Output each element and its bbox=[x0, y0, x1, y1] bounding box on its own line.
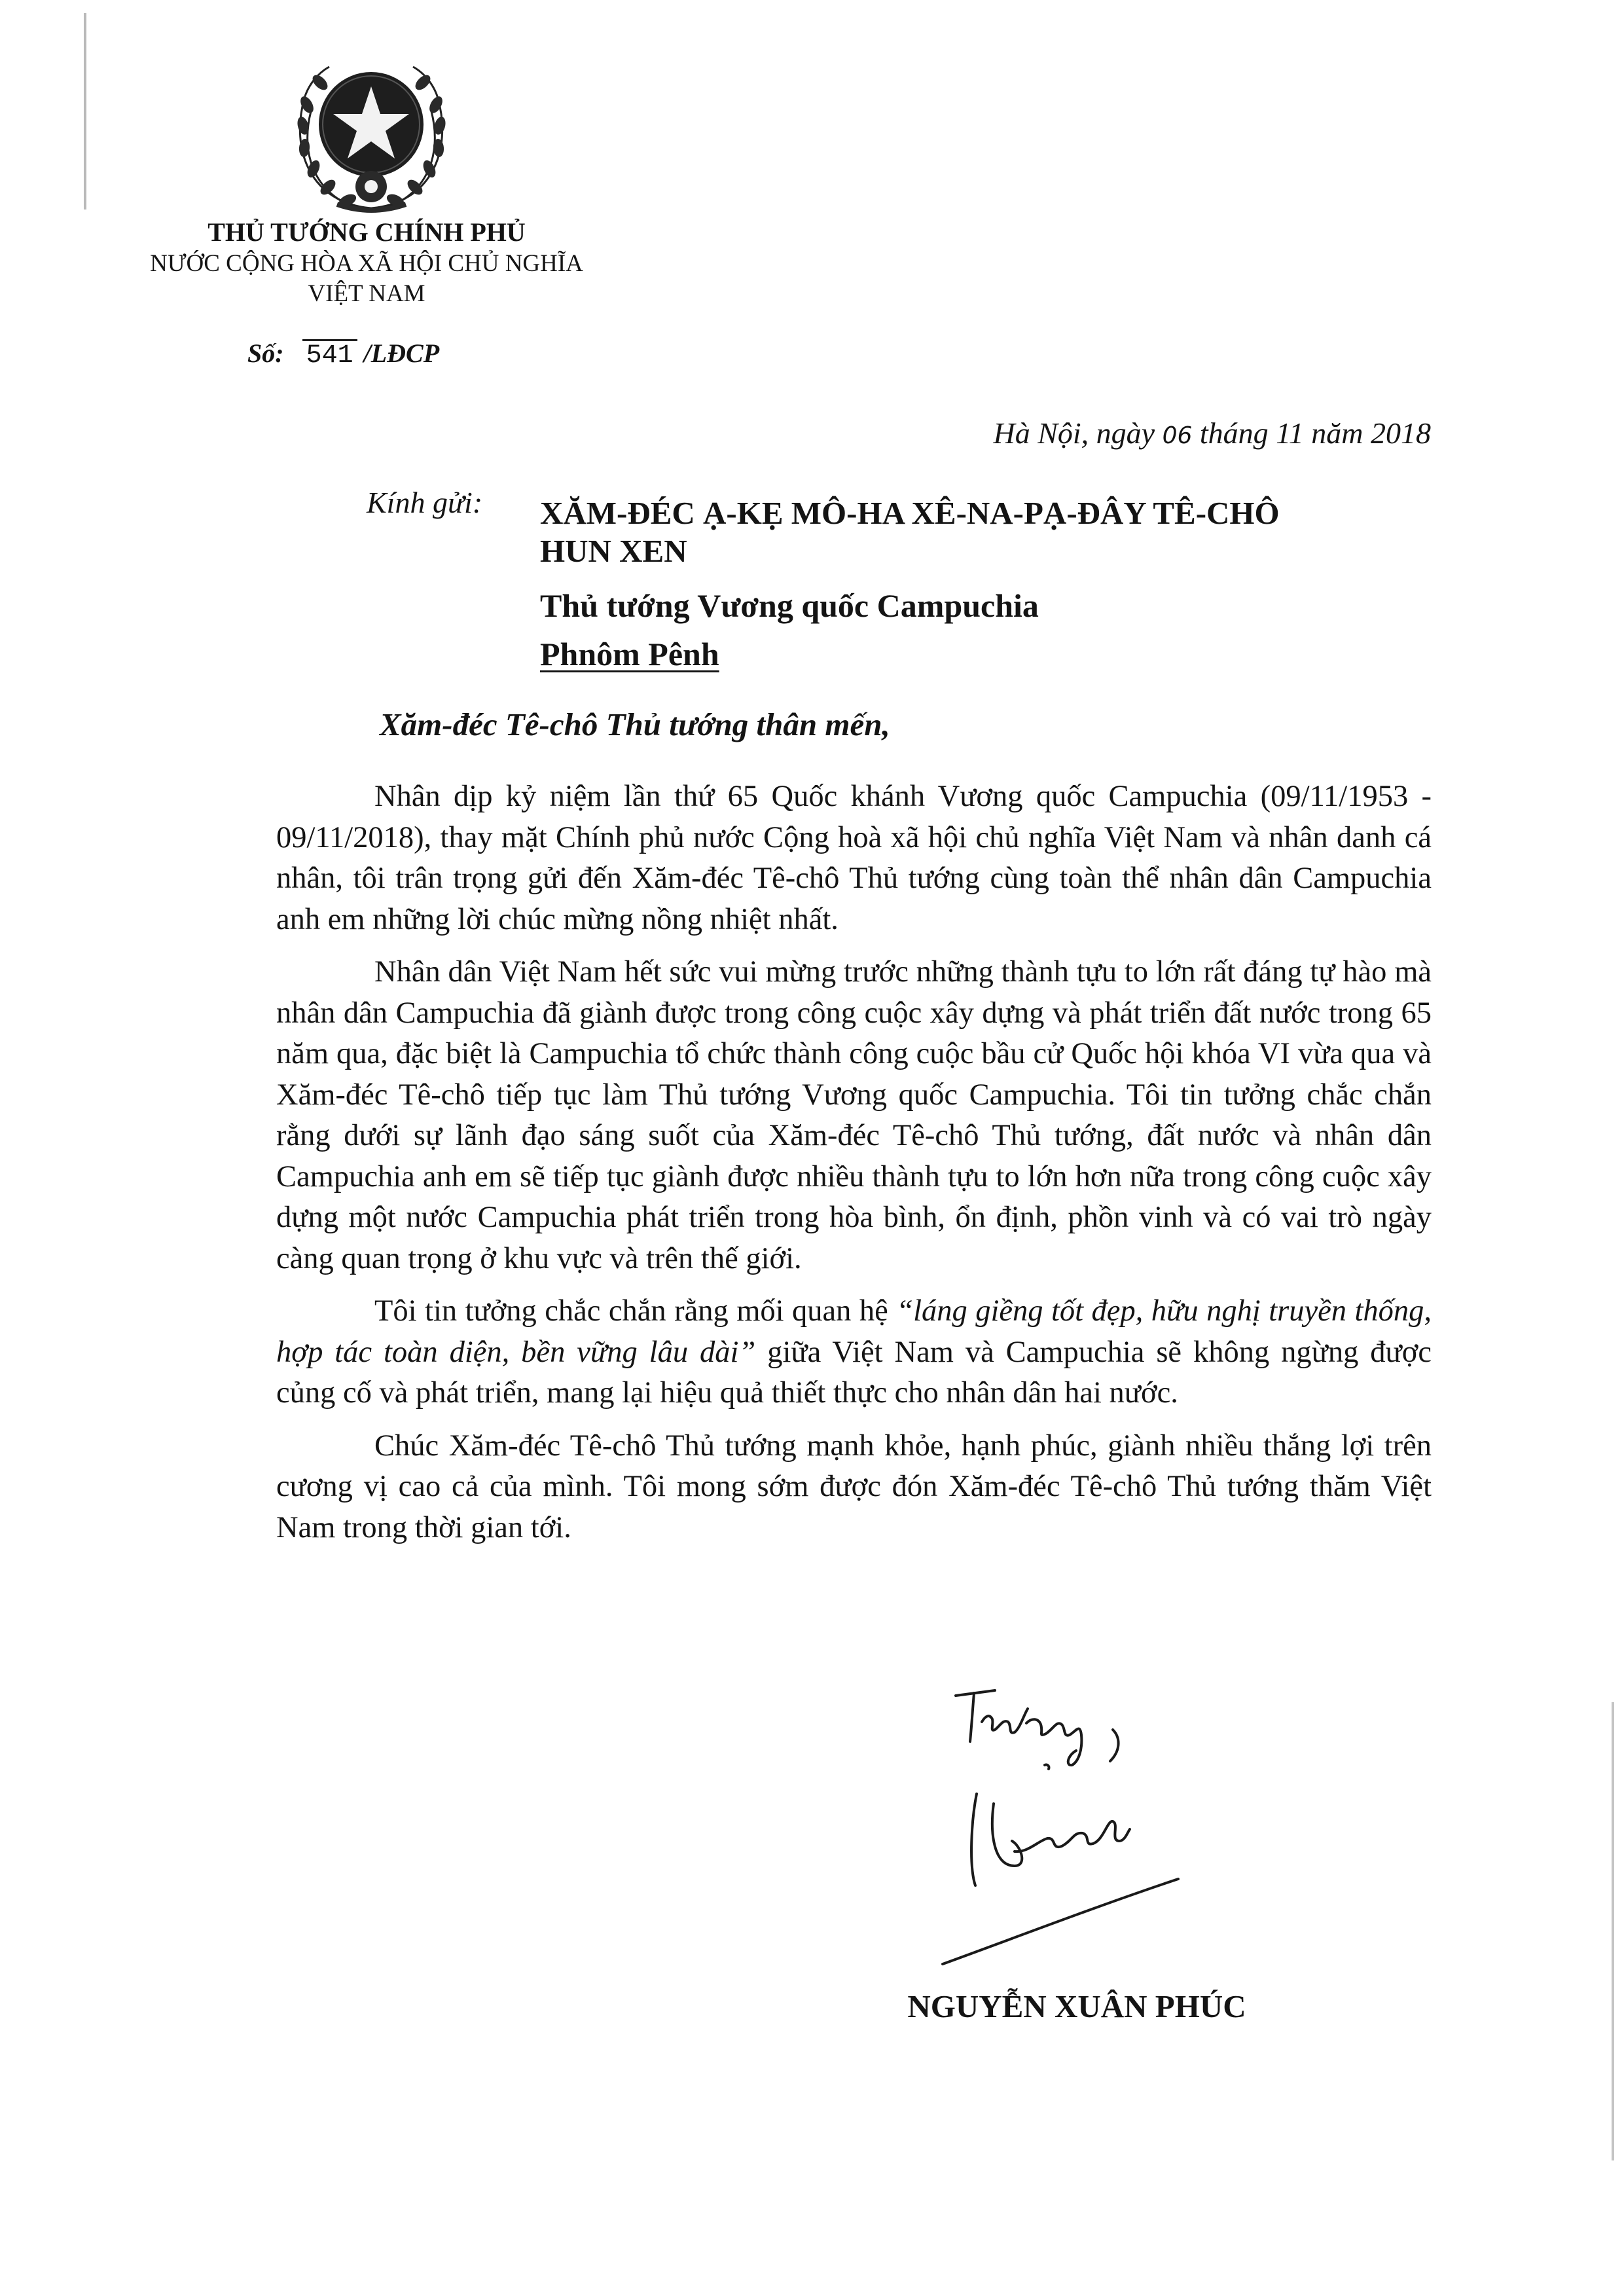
handwritten-signature bbox=[916, 1669, 1191, 1971]
scan-edge-right bbox=[1612, 1702, 1614, 2160]
paragraph-3-before: Tôi tin tưởng chắc chắn rằng mối quan hệ bbox=[374, 1294, 897, 1328]
document-number-value: 541 bbox=[302, 339, 357, 371]
document-number bbox=[247, 337, 439, 373]
recipient-title: Thủ tướng Vương quốc Campuchia bbox=[540, 587, 1039, 624]
date-year-label: năm bbox=[1311, 416, 1363, 450]
date-month-label: tháng bbox=[1199, 416, 1269, 450]
recipient-name-line1: XĂM-ĐÉC Ạ-KẸ MÔ-HA XÊ-NA-PẠ-ĐÂY TÊ-CHÔ bbox=[540, 495, 1280, 531]
document-number-label: Số: bbox=[247, 338, 284, 368]
salutation: Xăm-đéc Tê-chô Thủ tướng thân mến, bbox=[380, 706, 890, 742]
country-name-line1: NƯỚC CỘNG HÒA XÃ HỘI CHỦ NGHĨA bbox=[150, 250, 583, 277]
issuing-authority bbox=[118, 216, 615, 309]
date-prefix: Hà Nội, ngày bbox=[993, 416, 1155, 450]
org-name: THỦ TƯỚNG CHÍNH PHỦ bbox=[208, 217, 526, 247]
country-name-line2: VIỆT NAM bbox=[308, 280, 425, 307]
recipient-block bbox=[540, 494, 1456, 676]
national-emblem-icon bbox=[285, 52, 458, 216]
paragraph-4: Chúc Xăm-đéc Tê-chô Thủ tướng mạnh khỏe, hạnh phúc, giành nhiều thắng lợi trên cương vị cao cả của mình. Tôi mong sớm được đón Xăm-đéc Tê-chô Thủ tướng thăm Việt Nam trong thời gian tới. bbox=[276, 1429, 1432, 1544]
date-month: 11 bbox=[1276, 416, 1304, 450]
recipient-city: Phnôm Pênh bbox=[540, 636, 719, 672]
paragraph-3 bbox=[276, 1291, 1432, 1414]
document-number-code: /LĐCP bbox=[363, 338, 440, 368]
date-day: 06 bbox=[1162, 422, 1193, 449]
recipient-name-line2: HUN XEN bbox=[540, 533, 687, 569]
letter-body bbox=[276, 776, 1432, 1560]
date-line bbox=[733, 414, 1431, 456]
paragraph-3-after: giữa Việt Nam và Campuchia sẽ không ngừng được củng cố và phát triển, mang lại hiệu quả thiết thực cho nhân dân hai nước. bbox=[276, 1335, 1432, 1410]
paragraph-1: Nhân dịp kỷ niệm lần thứ 65 Quốc khánh Vương quốc Campuchia (09/11/1953 - 09/11/2018), thay mặt Chính phủ nước Cộng hoà xã hội chủ nghĩa Việt Nam và nhân danh cá nhân, tôi trân trọng gửi đến Xăm-đéc Tê-chô Thủ tướng cùng toàn thể nhân dân Campuchia anh em những lời chúc mừng nồng nhiệt nhất. bbox=[276, 780, 1432, 936]
paragraph-2: Nhân dân Việt Nam hết sức vui mừng trước những thành tựu to lớn rất đáng tự hào mà nhân dân Campuchia đã giành được trong công cuộc xây dựng và phát triển đất nước trong 65 năm qua, đặc biệt là Campuchia tổ chức thành công cuộc bầu cử Quốc hội khóa VI vừa qua và Xăm-đéc Tê-chô tiếp tục làm Thủ tướng Vương quốc Campuchia. Tôi tin tưởng chắc chắn rằng dưới sự lãnh đạo sáng suốt của Xăm-đéc Tê-chô Thủ tướng, đất nước và nhân dân Campuchia anh em sẽ tiếp tục giành được nhiều thành tựu to lớn hơn nữa trong công cuộc xây dựng một nước Campuchia phát triển trong hòa bình, ổn định, phồn vinh và có vai trò ngày càng quan trọng ở khu vực và trên thế giới. bbox=[276, 955, 1432, 1275]
date-year: 2018 bbox=[1371, 416, 1431, 450]
signer-name: NGUYỄN XUÂN PHÚC bbox=[907, 1988, 1246, 2024]
scan-edge-left bbox=[84, 13, 86, 210]
addressee-label: Kính gửi: bbox=[367, 486, 483, 519]
paragraph-3-quote: “láng giềng tốt đẹp, hữu nghị truyền thống, hợp tác toàn diện, bền vững lâu dài” bbox=[276, 1294, 1432, 1369]
